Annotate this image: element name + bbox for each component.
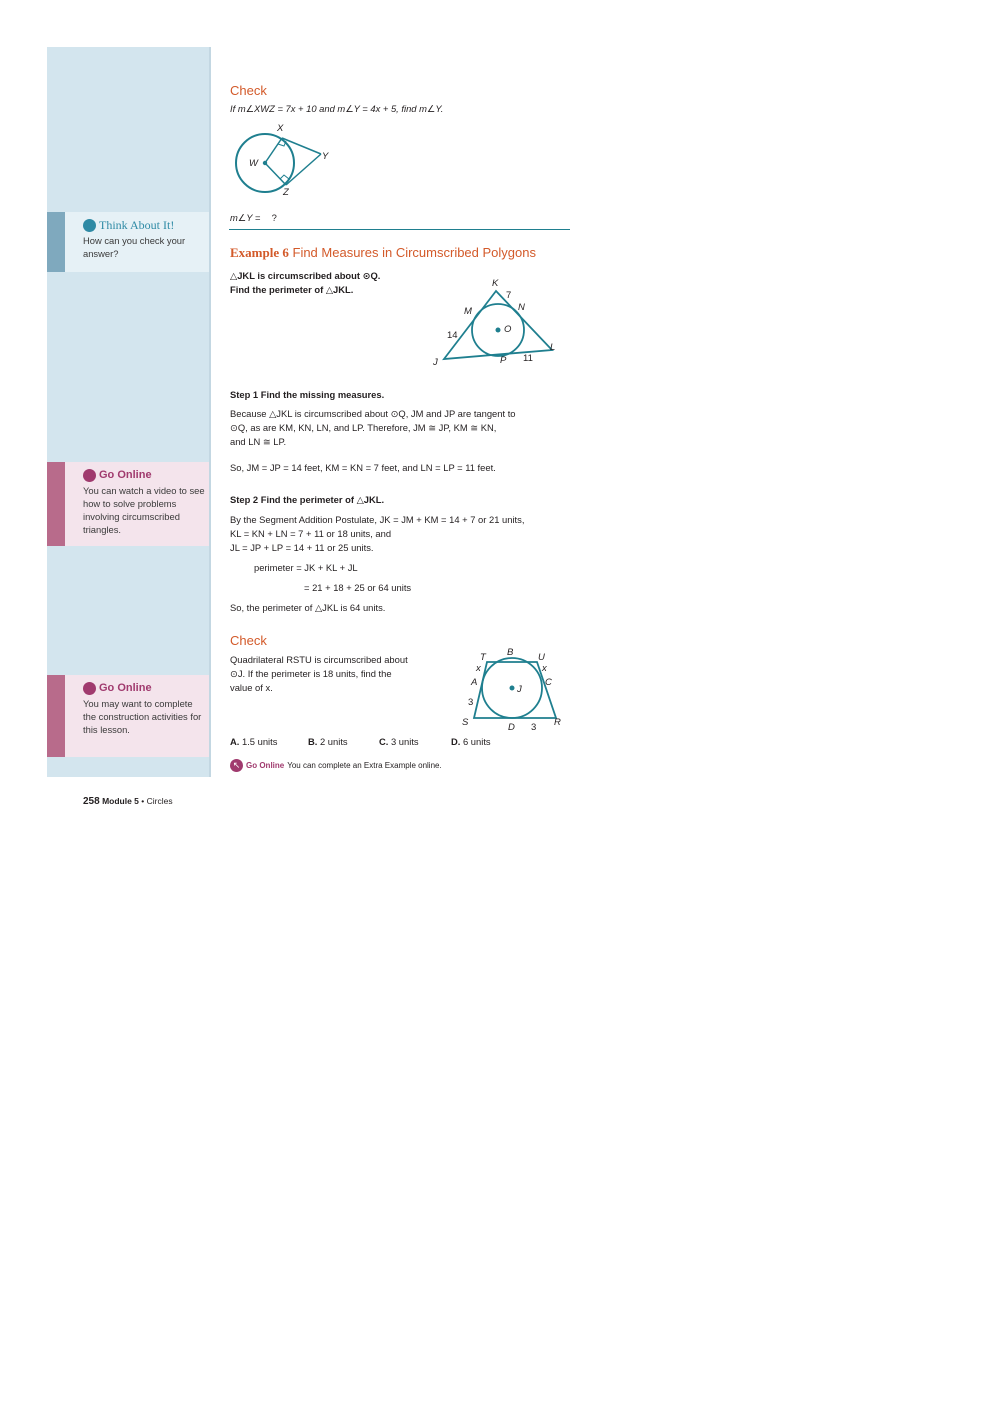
label-d: D	[508, 722, 515, 733]
choice-b[interactable]: B. 2 units	[308, 736, 348, 747]
page-number: 258	[83, 796, 100, 807]
example-number: Example 6	[230, 245, 289, 260]
perimeter-equation-2: = 21 + 18 + 25 or 64 units	[304, 582, 412, 593]
check-prompt: If m∠XWZ = 7x + 10 and m∠Y = 4x + 5, find m∠Y.	[230, 103, 444, 114]
callout-bar	[47, 212, 65, 272]
check2-prompt-3: value of x.	[230, 682, 273, 693]
check-title: Check	[230, 83, 267, 98]
cursor-icon: ↖	[230, 759, 243, 772]
label-w: W	[249, 158, 258, 169]
label-u: U	[538, 652, 545, 663]
step2-line-3: JL = JP + LP = 14 + 11 or 25 units.	[230, 542, 374, 553]
label-x-left: x	[476, 663, 481, 674]
answer-value[interactable]: ?	[271, 212, 277, 223]
circle-tangent-figure	[228, 118, 348, 200]
choice-d[interactable]: D. 6 units	[451, 736, 491, 747]
step1-title: Step 1 Find the missing measures.	[230, 389, 385, 400]
sidebar-divider	[209, 47, 211, 777]
label-x-right: x	[542, 663, 547, 674]
choice-c[interactable]: C. 3 units	[379, 736, 419, 747]
page-footer	[83, 796, 173, 807]
step1-line-2: ⊙Q, as are KM, KN, LN, and LP. Therefore, JM ≅ JP, KM ≅ KN,	[230, 422, 497, 433]
module-name: Module 5	[102, 796, 139, 806]
lightbulb-icon: ?	[83, 219, 96, 232]
footer-separator: •	[141, 796, 145, 806]
label-r: R	[554, 717, 561, 728]
label-m: M	[464, 306, 472, 317]
go-online-callout-video[interactable]	[47, 462, 209, 546]
label-t: T	[480, 652, 486, 663]
topic-name: Circles	[146, 796, 173, 806]
step1-result: So, JM = JP = 14 feet, KM = KN = 7 feet, and LN = LP = 11 feet.	[230, 462, 496, 473]
go-online-title[interactable]: Go Online	[99, 682, 152, 694]
answer-label: m∠Y =	[230, 212, 261, 223]
go-online-title[interactable]: Go Online	[99, 469, 152, 481]
length-3-left: 3	[468, 697, 474, 708]
callout-bar	[47, 675, 65, 757]
think-about-it-callout	[47, 212, 209, 272]
label-s: S	[462, 717, 469, 728]
go-online-callout-construction[interactable]	[47, 675, 209, 757]
label-j: J	[433, 357, 438, 368]
label-a: A	[471, 677, 478, 688]
sidebar-panel	[47, 47, 209, 777]
step2-line-1: By the Segment Addition Postulate, JK = JM + KM = 14 + 7 or 21 units,	[230, 514, 525, 525]
label-l: L	[550, 342, 556, 353]
length-11: 11	[523, 353, 533, 364]
check2-prompt-2: ⊙J. If the perimeter is 18 units, find the	[230, 668, 392, 679]
label-x: X	[277, 123, 284, 134]
label-p: P	[500, 355, 507, 366]
step1-line-3: and LN ≅ LP.	[230, 436, 287, 447]
label-o: O	[504, 324, 512, 335]
step2-title: Step 2 Find the perimeter of △JKL.	[230, 494, 385, 505]
length-3-bottom: 3	[531, 722, 537, 733]
think-title: Think About It!	[99, 218, 175, 232]
callout-bar	[47, 462, 65, 546]
given-line-1: △JKL is circumscribed about ⊙Q.	[230, 270, 381, 281]
think-text: How can you check your answer?	[83, 235, 186, 259]
go-online-text: You may want to complete the construction activities for this lesson.	[83, 698, 202, 735]
check-title: Check	[230, 633, 267, 648]
label-b: B	[507, 647, 514, 658]
label-c: C	[545, 677, 552, 688]
section-rule	[229, 229, 570, 230]
length-14: 14	[447, 330, 458, 341]
example-title: Find Measures in Circumscribed Polygons	[292, 245, 536, 260]
label-z: Z	[283, 187, 289, 198]
cursor-icon: ↖	[83, 682, 96, 695]
cursor-icon: ↖	[83, 469, 96, 482]
perimeter-equation-1: perimeter = JK + KL + JL	[254, 562, 358, 573]
go-online-label[interactable]: Go Online	[246, 761, 285, 770]
length-7: 7	[506, 290, 512, 301]
example-heading	[230, 245, 536, 261]
extra-example-text: You can complete an Extra Example online.	[287, 761, 442, 770]
label-k: K	[492, 278, 499, 289]
go-online-text: You can watch a video to see how to solve problems involving circumscribed triangles.	[83, 485, 205, 535]
choice-a[interactable]: A. 1.5 units	[230, 736, 278, 747]
given-line-2: Find the perimeter of △JKL.	[230, 284, 354, 295]
triangle-jkl-figure	[428, 272, 568, 370]
step1-line-1: Because △JKL is circumscribed about ⊙Q, JM and JP are tangent to	[230, 408, 516, 419]
quadrilateral-rstu-figure	[456, 640, 568, 736]
label-n: N	[518, 302, 525, 313]
step2-line-2: KL = KN + LN = 7 + 11 or 18 units, and	[230, 528, 392, 539]
example-conclusion: So, the perimeter of △JKL is 64 units.	[230, 602, 386, 613]
label-y: Y	[322, 151, 329, 162]
check2-prompt-1: Quadrilateral RSTU is circumscribed about	[230, 654, 408, 665]
extra-example-link[interactable]	[230, 759, 442, 772]
label-j: J	[517, 684, 522, 695]
